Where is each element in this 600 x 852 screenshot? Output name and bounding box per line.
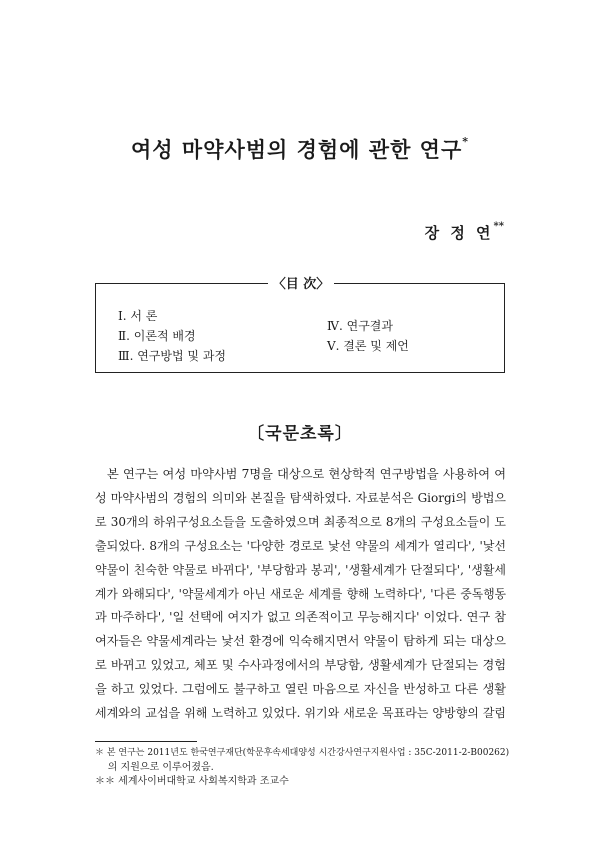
author-name [425,222,504,243]
abstract-line: 성 마약사범의 경험의 의미와 본질을 탐색하였다. 자료분석은 Giorgi의 방법으 [95,490,506,505]
footnote-rule [95,741,197,742]
abstract-line: 세계와의 교섭을 위해 노력하고 있었다. 위기와 새로운 목표라는 양방향의 갈림 [95,706,506,721]
footnote-line: ＊＊ 세계사이버대학교 사회복지학과 조교수 [95,776,289,787]
toc-heading: 〈目 次〉 [268,273,334,292]
toc-item-2: Ⅱ. 이론적 배경 [118,329,196,343]
toc-item-4: Ⅳ. 연구결과 [327,319,393,333]
footnote-line: ＊ 본 연구는 2011년도 한국연구재단(학문후속세대양성 시간강사연구지원사업 : 35C-2011-2-B00262) [95,748,510,758]
abstract-line: 로 30개의 하위구성요소들을 도출하였으며 최종적으로 8개의 구성요소들이 도 [95,514,506,529]
abstract-heading: 〔국문초록〕 [247,424,353,444]
author-footnote-mark: ** [493,221,504,232]
abstract-line: 약물이 친숙한 약물로 바뀌다', '부당함과 봉괴', '생활세계가 단절되다', '생활세 [95,562,506,577]
toc-left-column [118,306,226,366]
abstract-line: 여자들은 약물세계라는 낯선 환경에 익숙해지면서 약물이 탐하게 되는 대상으 [95,634,506,649]
footnotes [95,746,515,790]
toc-item-1: Ⅰ. 서 론 [118,309,158,323]
toc-right-column [327,316,409,356]
paper-title [0,134,600,164]
title-footnote-mark: * [462,135,469,148]
abstract-body [95,463,506,726]
abstract-line: 로 바뀌고 있었고, 체포 및 수사과정에서의 부당함, 생활세계가 단절되는 경험 [95,658,506,673]
toc-item-3: Ⅲ. 연구방법 및 과정 [118,349,226,363]
abstract-line: 출되었다. 8개의 구성요소는 '다양한 경로로 낯선 약물의 세계가 열리다', '낯선 [95,538,506,553]
paper-title-text: 여성 마약사범의 경험에 관한 연구 [130,137,463,162]
abstract-line: 과 마주하다', '일 선택에 여지가 없고 의존적이고 무능해지다' 이었다. 연구 참 [95,610,506,625]
footnote-line: 의 지원으로 이루어졌음. [95,761,214,773]
abstract-line: 을 하고 있었다. 그럼에도 불구하고 열린 마음으로 자신을 반성하고 다른 생활 [95,682,506,697]
toc-item-5: Ⅴ. 결론 및 제언 [327,339,409,353]
abstract-line: 본 연구는 여성 마약사범 7명을 대상으로 현상학적 연구방법을 사용하여 여 [107,467,506,481]
abstract-line: 계가 와해되다', '약물세계가 아닌 새로운 세계를 향해 노력하다', '다른 중독행동 [95,586,506,601]
author-name-text: 장 정 연 [424,224,494,242]
